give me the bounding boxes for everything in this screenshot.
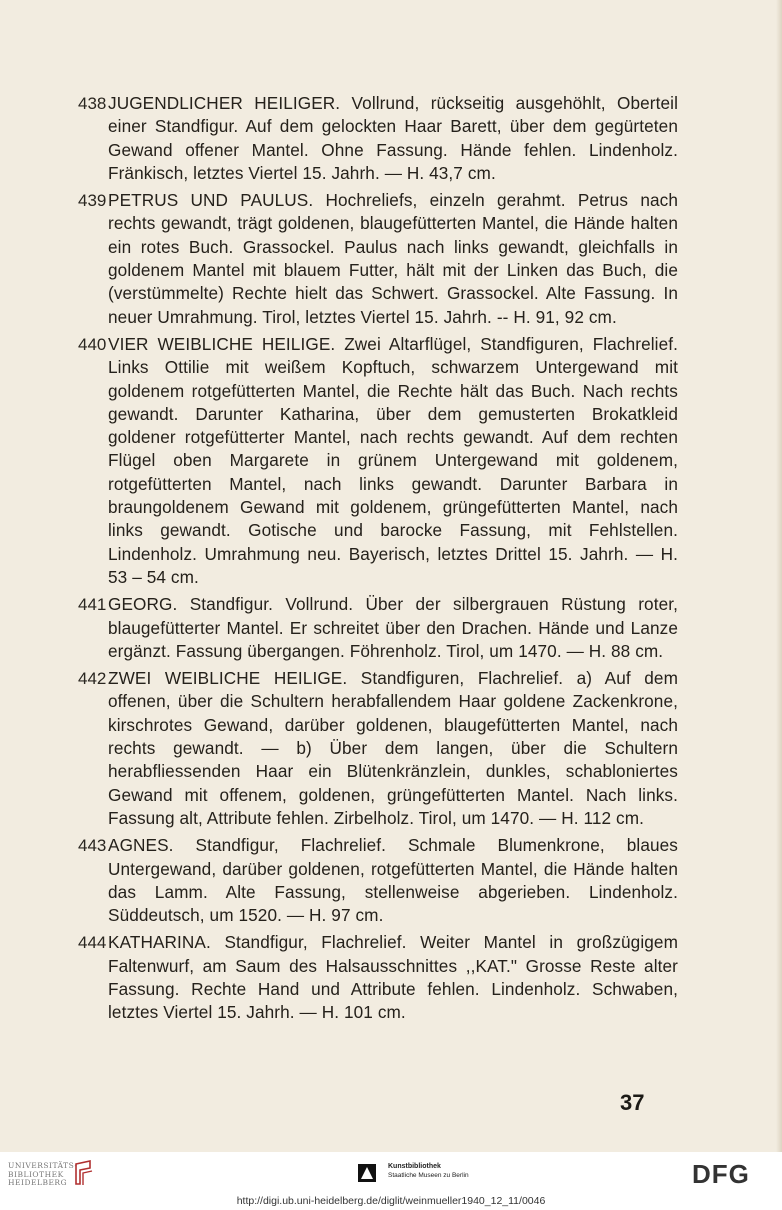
entry-text: JUGENDLICHER HEILIGER. Vollrund, rückseitig ausgehöhlt, Oberteil einer Standfigur. Auf dem gelockten Haar Barett, über dem gegürteten Gewand offener Mantel. Ohne Fassung. Hände fehlen. Lindenholz. Fränkisch, letztes Viertel 15. Jahrh. — H. 43,7 cm.: [108, 93, 678, 183]
catalogue-entry: [78, 593, 688, 663]
university-line: BIBLIOTHEK: [8, 1169, 64, 1179]
page-number: 37: [620, 1090, 645, 1115]
entry-number: 439: [78, 191, 107, 211]
catalogue-entry: [78, 333, 688, 589]
university-logo-icon: [70, 1158, 96, 1188]
catalogue-entry: [78, 667, 688, 830]
university-library-label: [8, 1162, 78, 1188]
entry-text: AGNES. Standfigur, Flachrelief. Schmale Blumenkrone, blaues Untergewand, darüber goldenen, rotgefütterten Mantel, die Hände halten das Lamm. Alte Fassung, stellenweise abgerieben. Lindenholz. Süddeutsch, um 1520. — H. 97 cm.: [108, 835, 678, 926]
viewer-footer: [0, 1152, 782, 1192]
entry-text: ZWEI WEIBLICHE HEILIGE. Standfiguren, Flachrelief. a) Auf dem offenen, über die Schultern herabfallendem Haar goldene Zackenkrone, kirschrotes Gewand, darüber goldenen, blaugefütterten Mantel, nach rechts gewandt. — b) Über dem langen, über die Schultern herabfliessenden Haar ein Blütenkränzlein, dunkles, schabloniertes Gewand mit offenem, goldenen, grüngefütterten Mantel. Nach links. Fassung alt, Attribute fehlen. Zirbelholz. Tirol, um 1470. — H. 112 cm.: [108, 668, 678, 828]
entry-number: 444: [78, 933, 107, 953]
permalink-url[interactable]: http://digi.ub.uni-heidelberg.de/diglit/weinmueller1940_12_11/0046: [236, 1195, 546, 1207]
kunstbibliothek-label: [388, 1162, 469, 1180]
entry-number: 438: [78, 94, 107, 113]
entry-number: 440: [78, 334, 107, 354]
dfg-logo: DFG: [692, 1159, 750, 1189]
catalogue-entries: [78, 92, 688, 1029]
catalogue-entry: [78, 931, 688, 1024]
entry-text: PETRUS UND PAULUS. Hochreliefs, einzeln gerahmt. Petrus nach rechts gewandt, trägt goldenen, blaugefütterten Mantel, die Hände halten ein rotes Buch. Grassockel. Paulus nach links gewandt, gleichfalls in goldenem Mantel mit blauem Futter, hält mit der Linken das Buch, die (verstümmelte) Rechte hielt das Schwert. Grassockel. Alte Fassung. In neuer Umrahmung. Tirol, letztes Viertel 15. Jahrh. -- H. 91, 92 cm.: [108, 190, 678, 327]
kunstbibliothek-subtitle: Staatliche Museen zu Berlin: [388, 1172, 469, 1179]
catalogue-entry: [78, 834, 688, 927]
catalogue-entry: [78, 189, 688, 329]
entry-text: VIER WEIBLICHE HEILIGE. Zwei Altarflügel, Standfiguren, Flachrelief. Links Ottilie mit weißem Kopftuch, schwarzem Untergewand mit goldenem rotgefütterten Mantel, die Rechte hält das Buch. Nach rechts gewandt. Darunter Katharina, über dem gemusterten Brokatkleid goldener rotgefütterter Mantel, nach rechts gewandt. Auf dem rechten Flügel oben Margarete in grünem Untergewand mit goldenem, rotgefütterten Mantel, nach links gewandt. Darunter Barbara in braungoldenem Gewand mit goldenem, grüngefütterten Mantel, nach links gewandt. Gotische und barocke Fassung, mit Fehlstellen. Lindenholz. Umrahmung neu. Bayerisch, letztes Drittel 15. Jahrh. — H. 53 – 54 cm.: [108, 333, 678, 587]
university-line: HEIDELBERG: [8, 1178, 68, 1187]
entry-text: GEORG. Standfigur. Vollrund. Über der silbergrauen Rüstung roter, blaugefütterter Mantel. Er schreitet über den Drachen. Hände und Lanze ergänzt. Fassung übergangen. Föhrenholz. Tirol, um 1470. — H. 88 cm.: [108, 594, 678, 661]
university-line: UNIVERSITÄTS-: [8, 1161, 78, 1170]
entry-number: 443: [78, 836, 107, 856]
kunstbibliothek-title: Kunstbibliothek: [388, 1163, 441, 1170]
kunstbibliothek-logo-icon: [356, 1162, 378, 1184]
entry-number: 441: [78, 595, 107, 615]
catalogue-entry: [78, 92, 688, 185]
entry-number: 442: [78, 669, 107, 689]
entry-text: KATHARINA. Standfigur, Flachrelief. Weiter Mantel in großzügigem Faltenwurf, am Saum des Halsausschnittes ,,KAT." Grosse Reste alter Fassung. Rechte Hand und Attribute fehlen. Lindenholz. Schwaben, letztes Viertel 15. Jahrh. — H. 101 cm.: [108, 932, 678, 1023]
